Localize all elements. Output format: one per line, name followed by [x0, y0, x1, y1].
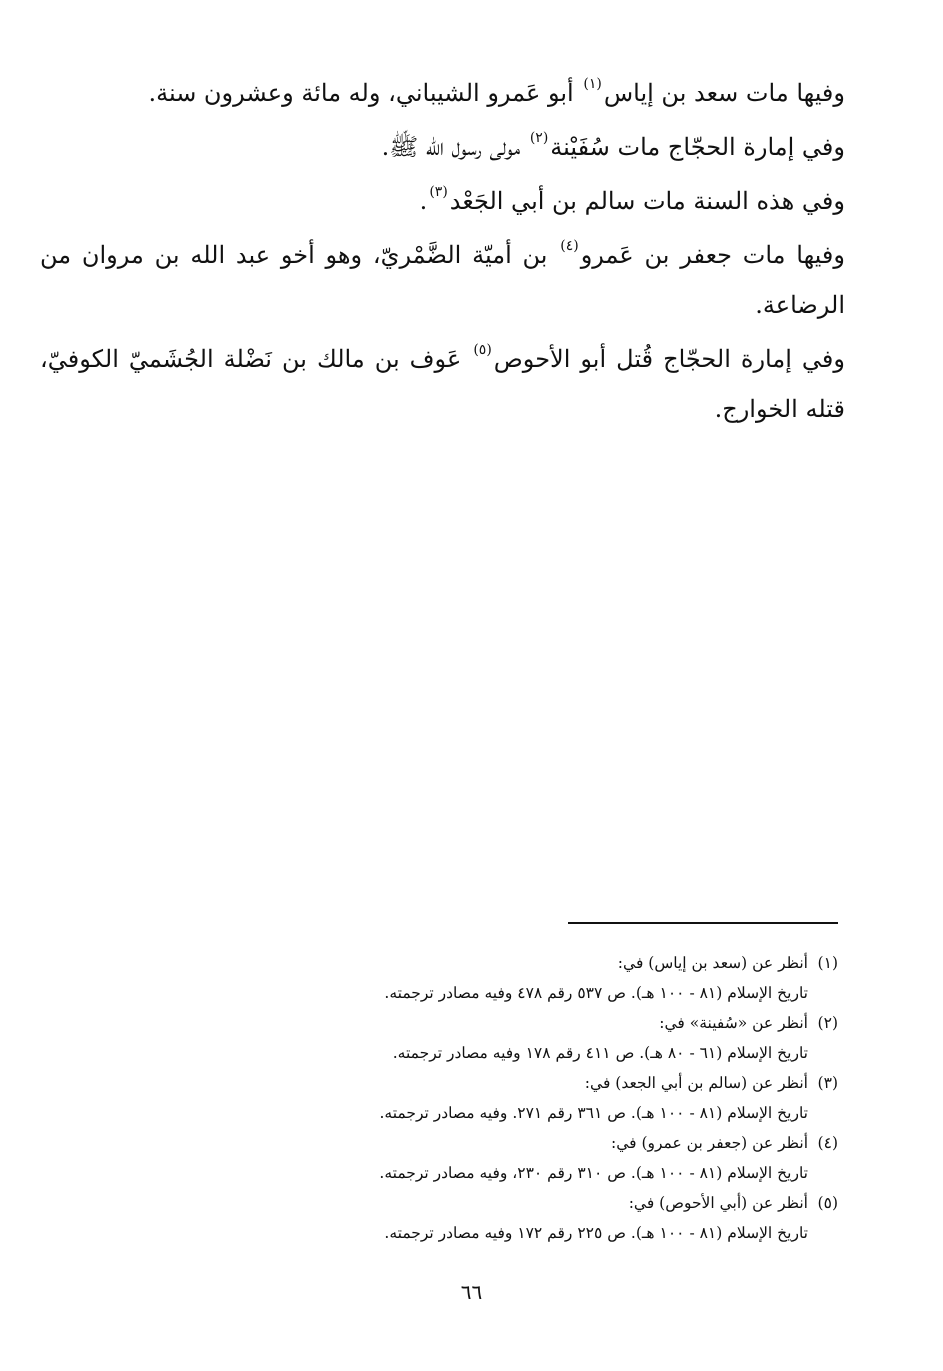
paragraph-text: أبو عَمرو الشيباني، وله مائة وعشرون سنة. [148, 79, 574, 107]
footnote-heading: أنظر عن (سعد بن إياس) في: [617, 954, 808, 972]
paragraph-text: عَوف بن مالك بن نَضْلة الجُشَميّ الكوفيّ، قتله الخوارج. [40, 345, 845, 423]
paragraph-text: وفي هذه السنة مات سالم بن أبي الجَعْد [449, 187, 845, 215]
footnote-reference: تاريخ الإسلام (٨١ - ١٠٠ هـ). ص ٣١٠ رقم ٢٣٠، وفيه مصادر ترجمته. [379, 1164, 808, 1182]
paragraph-1 [40, 68, 845, 118]
paragraph-4 [40, 230, 845, 330]
footnote-4 [270, 1128, 838, 1188]
footnote-marker: (٥) [473, 342, 492, 358]
footnotes [270, 948, 838, 1248]
footnote-reference: تاريخ الإسلام (٦١ - ٨٠ هـ). ص ٤١١ رقم ١٧٨ وفيه مصادر ترجمته. [392, 1044, 808, 1062]
paragraph-text: . [419, 187, 428, 215]
paragraph-text: وفي إمارة الحجّاج مات سُفَيْنة [550, 133, 845, 161]
footnote-1 [270, 948, 838, 1008]
footnote-reference: تاريخ الإسلام (٨١ - ١٠٠ هـ). ص ٣٦١ رقم ٢٧١. وفيه مصادر ترجمته. [379, 1104, 808, 1122]
footnote-heading: أنظر عن «سُفينة» في: [659, 1014, 808, 1032]
footnote-marker: (٣) [429, 184, 448, 200]
footnote-heading: أنظر عن (أبي الأحوص) في: [628, 1194, 808, 1212]
main-text [40, 68, 845, 438]
footnote-number: (٣) [817, 1074, 838, 1092]
footnote-marker: (١) [583, 76, 602, 92]
footnote-heading: أنظر عن (سالم بن أبي الجعد) في: [584, 1074, 808, 1092]
footnote-marker: (٢) [529, 130, 549, 146]
footnote-2 [270, 1008, 838, 1068]
footnote-heading: أنظر عن (جعفر بن عمرو) في: [610, 1134, 808, 1152]
paragraph-text: بن أميّة الضَّمْريّ، وهو أخو عبد الله بن مروان من الرضاعة. [40, 241, 845, 319]
footnote-number: (٢) [817, 1014, 838, 1032]
paragraph-3 [40, 176, 845, 226]
footnote-3 [270, 1068, 838, 1128]
footnote-marker: (٤) [560, 238, 579, 254]
footnote-5 [270, 1188, 838, 1248]
paragraph-2 [40, 122, 845, 172]
footnote-number: (١) [817, 954, 838, 972]
footnote-number: (٥) [817, 1194, 838, 1212]
paragraph-text: وفيها مات سعد بن إياس [603, 79, 845, 107]
footnote-reference: تاريخ الإسلام (٨١ - ١٠٠ هـ). ص ٢٢٥ رقم ١٧٢ وفيه مصادر ترجمته. [384, 1224, 808, 1242]
footnote-separator [568, 922, 838, 924]
footnote-reference: تاريخ الإسلام (٨١ - ١٠٠ هـ). ص ٥٣٧ رقم ٤٧٨ وفيه مصادر ترجمته. [384, 984, 808, 1002]
paragraph-text: وفيها مات جعفر بن عَمرو [580, 241, 845, 269]
footnote-number: (٤) [817, 1134, 838, 1152]
paragraph-text: مولى رسول الله ﷺ. [381, 133, 521, 161]
paragraph-5 [40, 334, 845, 434]
page-number: ٦٦ [460, 1280, 483, 1304]
paragraph-text: وفي إمارة الحجّاج قُتل أبو الأحوص [493, 345, 845, 373]
